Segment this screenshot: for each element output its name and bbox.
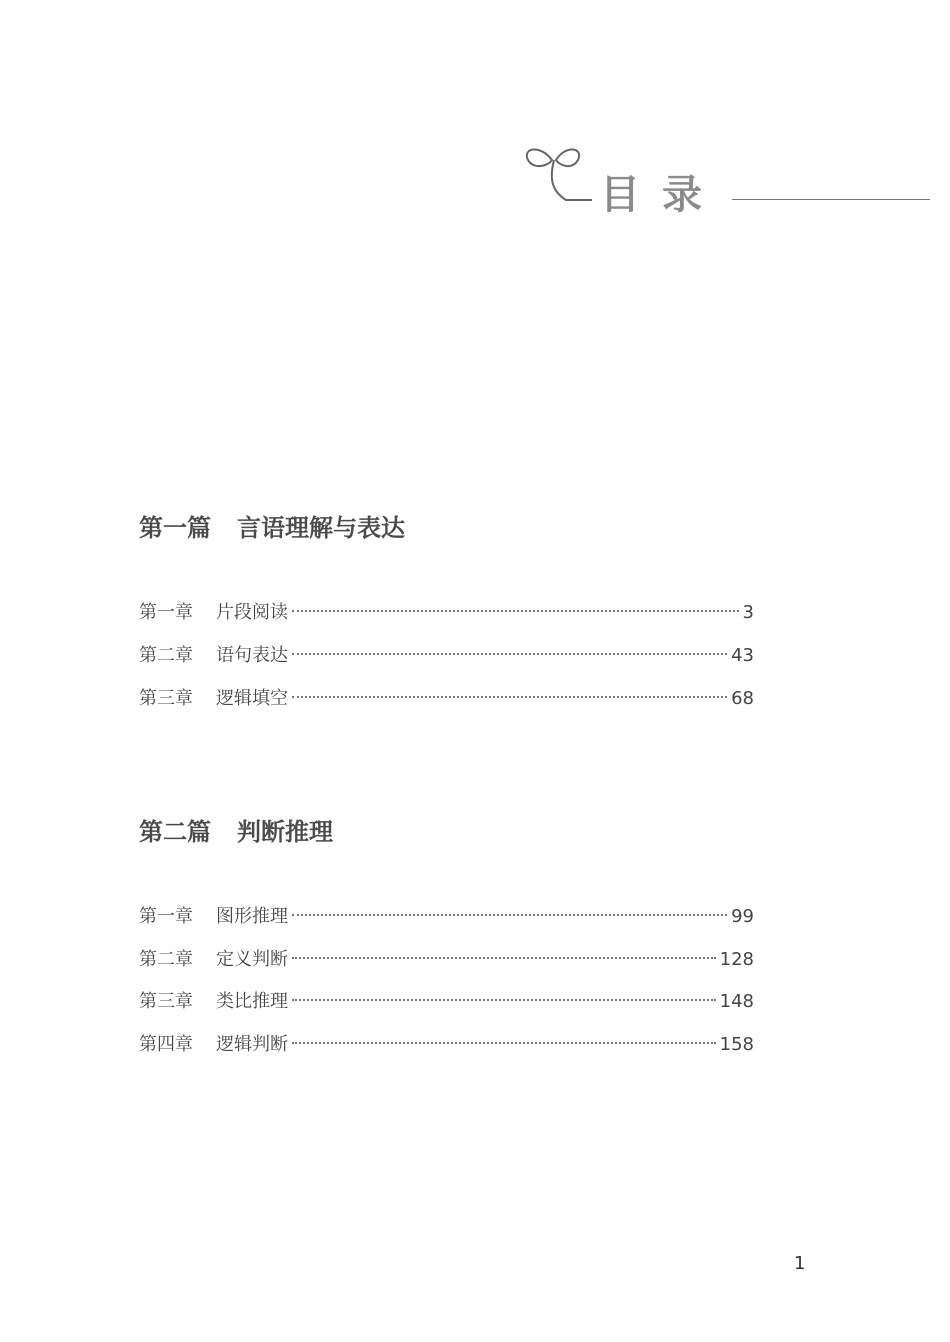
part-heading — [139, 812, 333, 847]
toc-entry[interactable] — [139, 945, 754, 971]
leader-dots — [292, 610, 739, 612]
chapter-label: 第一章 — [139, 602, 193, 623]
leader-dots — [292, 999, 716, 1001]
leader-dots — [292, 653, 727, 655]
part-title: 判断推理 — [237, 818, 333, 846]
chapter-title: 定义判断 — [216, 949, 288, 970]
chapter-title: 图形推理 — [216, 906, 288, 927]
part-label: 第二篇 — [139, 818, 211, 846]
leader-dots — [292, 914, 727, 916]
page-ref: 3 — [742, 602, 754, 623]
chapter-label: 第四章 — [139, 1034, 193, 1055]
toc-entry[interactable] — [139, 987, 754, 1013]
leader-dots — [292, 1042, 716, 1044]
chapter-title: 片段阅读 — [216, 602, 288, 623]
leader-dots — [292, 696, 727, 698]
chapter-title: 类比推理 — [216, 991, 288, 1012]
toc-entry[interactable] — [139, 598, 754, 624]
chapter-title: 语句表达 — [216, 645, 288, 666]
part-heading — [139, 508, 405, 543]
page-ref: 148 — [719, 991, 754, 1012]
chapter-label: 第二章 — [139, 949, 193, 970]
leader-dots — [292, 957, 716, 959]
chapter-label: 第三章 — [139, 991, 193, 1012]
toc-entry[interactable] — [139, 684, 754, 710]
chapter-label: 第三章 — [139, 688, 193, 709]
toc-entry[interactable] — [139, 902, 754, 928]
page-ref: 43 — [731, 645, 754, 666]
title-rule — [732, 199, 930, 200]
chapter-title: 逻辑判断 — [216, 1034, 288, 1055]
chapter-label: 第一章 — [139, 906, 193, 927]
chapter-title: 逻辑填空 — [216, 688, 288, 709]
page-title: 目录 — [600, 172, 724, 218]
page-ref: 128 — [719, 949, 754, 970]
page-number: 1 — [794, 1253, 806, 1274]
part-title: 言语理解与表达 — [237, 514, 405, 542]
page-ref: 68 — [731, 688, 754, 709]
toc-entry[interactable] — [139, 641, 754, 667]
page-ref: 158 — [719, 1034, 754, 1055]
toc-entry[interactable] — [139, 1030, 754, 1056]
part-label: 第一篇 — [139, 514, 211, 542]
sprout-icon — [520, 140, 600, 220]
toc-header — [520, 140, 930, 230]
chapter-label: 第二章 — [139, 645, 193, 666]
page-ref: 99 — [731, 906, 754, 927]
